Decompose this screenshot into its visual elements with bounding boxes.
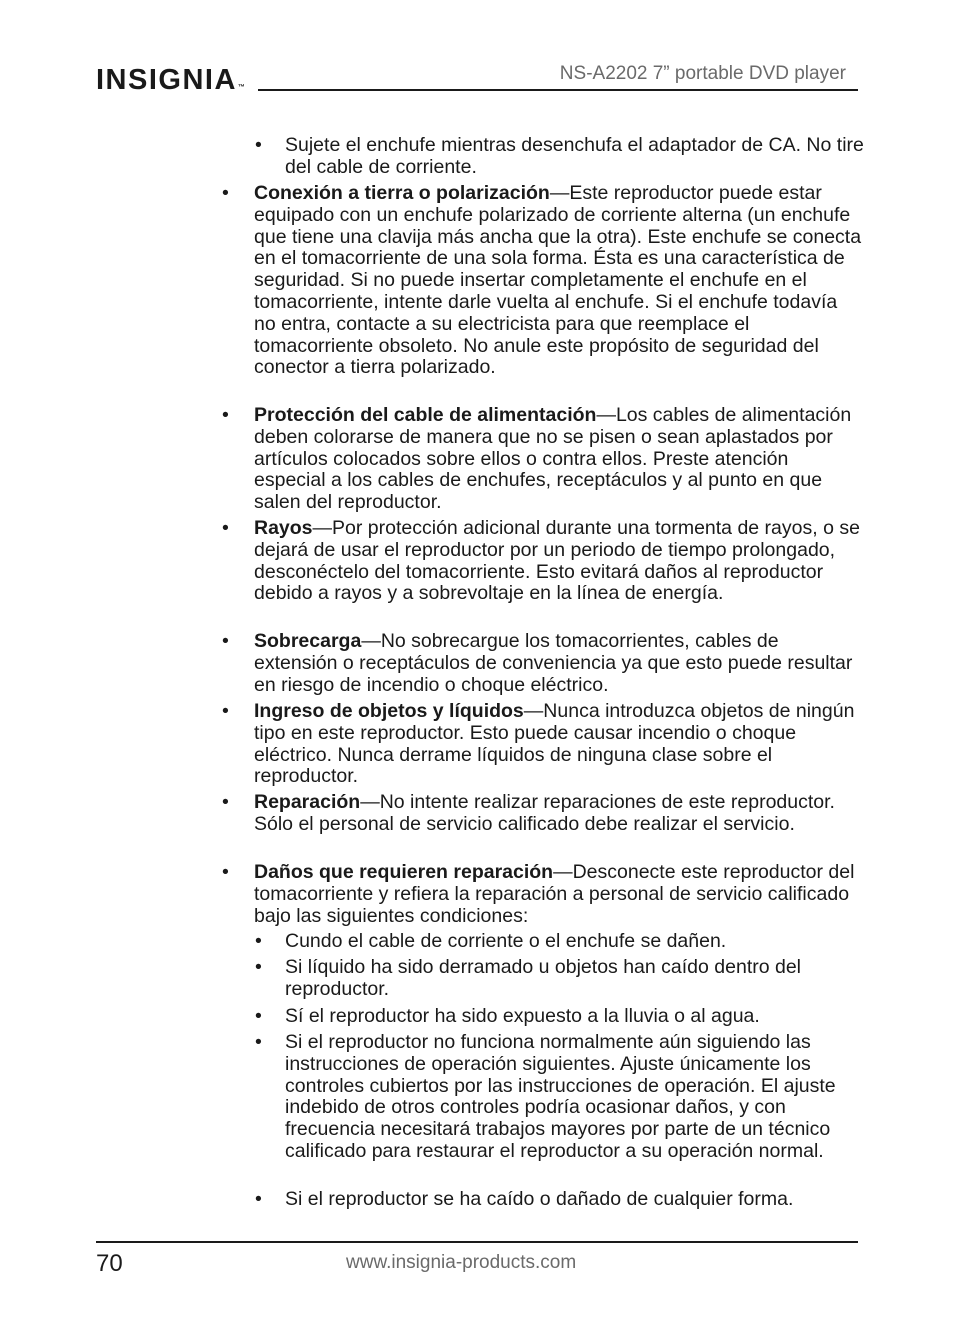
item-text: Sujete el enchufe mientras desenchufa el adaptador de CA. No tire del cable de corriente.: [285, 134, 864, 178]
item-heading: Sobrecarga: [254, 630, 362, 652]
bullet-icon: •: [222, 182, 229, 204]
list-item: [222, 182, 864, 379]
item-text: —Los cables de alimentación deben colorarse de manera que no se pisen o sean aplastados por artículos colocados sobre ellos o contra ellos. Preste atención especial a los cables de enchufes, receptáculos y al punto en que salen del reproductor.: [254, 404, 852, 514]
item-text: Cundo el cable de corriente o el enchufe se dañen.: [285, 930, 727, 952]
item-text: —Nunca introduzca objetos de ningún tipo en este reproductor. Esto puede causar incendio o choque eléctrico. Nunca derrame líquidos de ninguna clase sobre el reproductor.: [254, 700, 855, 788]
bullet-icon: •: [222, 861, 229, 883]
item-heading: Ingreso de objetos y líquidos: [254, 700, 524, 722]
item-heading: Daños que requieren reparación: [254, 861, 554, 883]
list-item: [222, 861, 864, 927]
item-heading: Conexión a tierra o polarización: [254, 182, 550, 204]
bullet-icon: •: [222, 630, 229, 652]
item-text: Si el reproductor se ha caído o dañado de cualquier forma.: [285, 1188, 794, 1210]
list-item: [255, 134, 865, 179]
bullet-icon: •: [222, 791, 229, 813]
bullet-icon: •: [222, 517, 229, 539]
header-divider: [258, 89, 858, 91]
footer-divider: [96, 1241, 858, 1243]
bullet-icon: •: [255, 134, 262, 156]
header-product-title: NS-A2202 7” portable DVD player: [559, 63, 846, 84]
list-item: [222, 791, 864, 836]
bullet-icon: •: [222, 404, 229, 426]
list-item: [222, 700, 864, 788]
item-text: Si el reproductor no funciona normalmente aún siguiendo las instrucciones de operación siguientes. Ajuste únicamente los controles cubiertos por las instrucciones de operación. El ajuste indebido de otros controles podría ocasionar daños, y con frecuencia necesitará trabajos mayores por parte de un técnico calificado para restaurar el reproductor a su operación normal.: [285, 1031, 836, 1162]
item-text: —Por protección adicional durante una tormenta de rayos, o se dejará de usar el reproductor por un periodo de tiempo prolongado, desconéctelo del tomacorriente. Esto evitará daños al reproductor debido a rayos y a sobrevoltaje en la línea de energía.: [254, 517, 860, 605]
bullet-icon: •: [255, 1031, 262, 1053]
bullet-icon: •: [255, 1188, 262, 1210]
bullet-icon: •: [255, 956, 262, 978]
item-heading: Rayos: [254, 517, 313, 539]
list-item: [255, 1005, 865, 1028]
page-number: 70: [96, 1250, 123, 1277]
list-item: [255, 930, 865, 953]
logo-wordmark: INSIGNIA: [96, 64, 237, 96]
item-text: —No sobrecargue los tomacorrientes, cables de extensión o receptáculos de conveniencia ya que esto puede resultar en riesgo de incendio o choque eléctrico.: [254, 630, 853, 696]
item-text: Si líquido ha sido derramado u objetos han caído dentro del reproductor.: [285, 956, 802, 1000]
item-text: —Este reproductor puede estar equipado con un enchufe polarizado de corriente alterna (un enchufe que tiene una clavija más ancha que la otra). Este enchufe se conecta en el tomacorriente de una sola forma. Ésta es una característica de seguridad. Si no puede insertar completamente el enchufe en el tomacorriente, intente darle vuelta al enchufe. Si el enchufe todavía no entra, contacte a su electricista para que reemplace el tomacorriente obsoleto. No anule este propósito de seguridad del conector a tierra polarizado.: [254, 182, 862, 379]
bullet-icon: •: [255, 1005, 262, 1027]
item-text: —No intente realizar reparaciones de este reproductor. Sólo el personal de servicio calificado debe realizar el servicio.: [254, 791, 835, 835]
list-item: [222, 517, 864, 605]
item-heading: Reparación: [254, 791, 361, 813]
bullet-icon: •: [255, 930, 262, 952]
list-item: [255, 1031, 865, 1163]
list-item: [222, 630, 864, 696]
item-text: —Desconecte este reproductor del tomacorriente y refiera la reparación a personal de servicio calificado bajo las siguientes condiciones:: [254, 861, 855, 927]
item-text: Sí el reproductor ha sido expuesto a la lluvia o al agua.: [285, 1005, 760, 1027]
logo-trademark: ™: [237, 84, 245, 91]
list-item: [255, 1188, 865, 1211]
list-item: [222, 404, 864, 514]
item-heading: Protección del cable de alimentación: [254, 404, 597, 426]
list-item: [255, 956, 865, 1001]
footer-url: www.insignia-products.com: [346, 1252, 577, 1273]
bullet-icon: •: [222, 700, 229, 722]
insignia-logo: [96, 62, 256, 102]
